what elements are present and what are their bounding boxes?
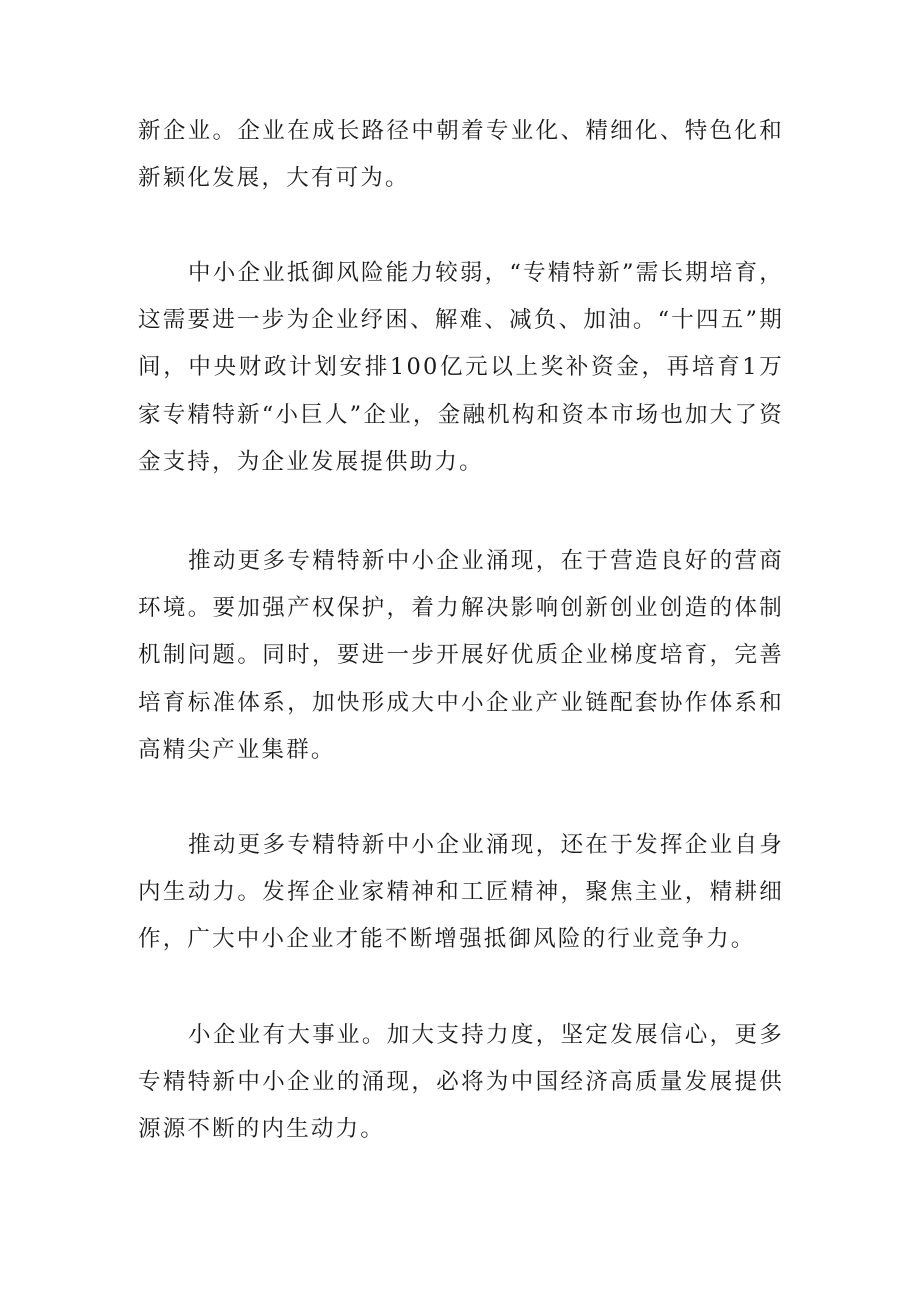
paragraph-internal-drive: 推动更多专精特新中小企业涌现，还在于发挥企业自身内生动力。发挥企业家精神和工匠精神，聚焦主业，精耕细作，广大中小企业才能不断增强抵御风险的行业竞争力。 — [138, 832, 784, 953]
paragraph-business-environment: 推动更多专精特新中小企业涌现，在于营造良好的营商环境。要加强产权保护，着力解决影响创新创业创造的体制机制问题。同时，要进一步开展好优质企业梯度培育，完善培育标准体系，加快形成大中小企业产业链配套协作体系和高精尖产业集群。 — [138, 548, 784, 763]
paragraph-policy-support: 中小企业抵御风险能力较弱，“专精特新”需长期培育，这需要进一步为企业纾困、解难、减负、加油。“十四五”期间，中央财政计划安排100亿元以上奖补资金，再培育1万家专精特新“小巨人”企业，金融机构和资本市场也加大了资金支持，为企业发展提供助力。 — [138, 260, 784, 475]
paragraph-continuation: 新企业。企业在成长路径中朝着专业化、精细化、特色化和新颖化发展，大有可为。 — [138, 118, 784, 192]
paragraph-conclusion: 小企业有大事业。加大支持力度，坚定发展信心，更多专精特新中小企业的涌现，必将为中国经济高质量发展提供源源不断的内生动力。 — [138, 1022, 784, 1143]
